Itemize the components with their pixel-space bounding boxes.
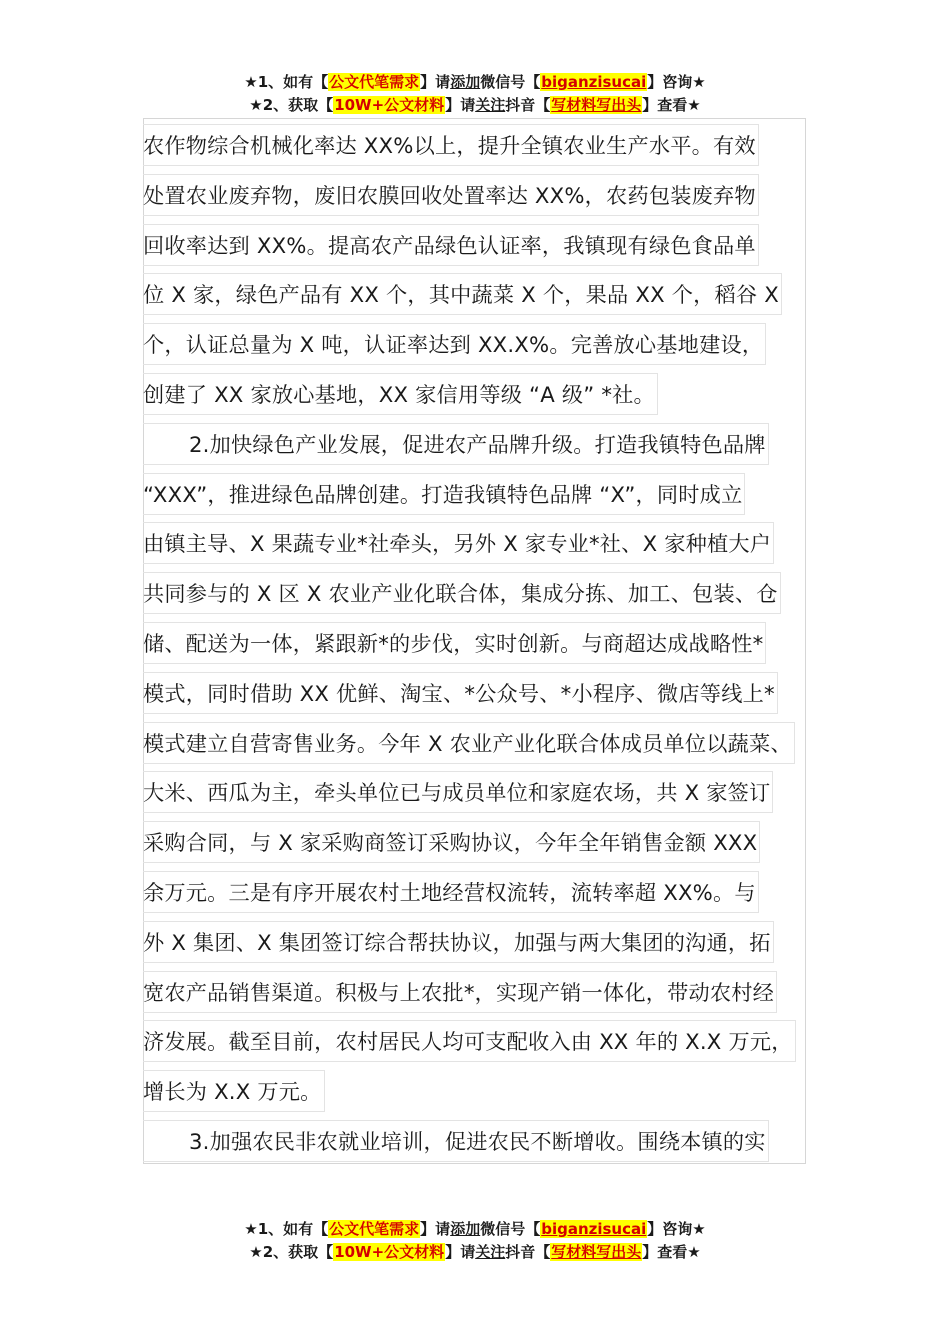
banner-text: ★1、如有【 bbox=[244, 73, 329, 91]
text-line bbox=[143, 971, 833, 1021]
banner-text: 微信号【 bbox=[480, 73, 541, 91]
text-line bbox=[143, 771, 833, 821]
text-line bbox=[143, 522, 833, 572]
banner-text: 】咨询★ bbox=[647, 73, 706, 91]
text-line-content: 外 X 集团、X 集团签订综合帮扶协议，加强与两大集团的沟通，拓 bbox=[143, 921, 774, 963]
banner-text: 】请 bbox=[445, 96, 476, 114]
banner-line-2 bbox=[0, 94, 950, 117]
text-line-content: 共同参与的 X 区 X 农业产业化联合体，集成分拣、加工、包装、仓 bbox=[143, 572, 781, 614]
text-line bbox=[143, 174, 833, 224]
banner-line-1 bbox=[0, 1218, 950, 1241]
text-line-content: 采购合同，与 X 家采购商签订采购协议，今年全年销售金额 XXX bbox=[143, 821, 760, 863]
banner-text: 抖音【 bbox=[505, 1243, 551, 1261]
banner-text: ★2、获取【 bbox=[249, 96, 334, 114]
document-body bbox=[143, 124, 833, 1170]
paragraph-start-line bbox=[143, 423, 833, 473]
banner-underlined-text: 添加 bbox=[450, 73, 481, 91]
text-line bbox=[143, 224, 833, 274]
text-line-content: 增长为 X.X 万元。 bbox=[143, 1070, 325, 1112]
text-line bbox=[143, 921, 833, 971]
banner-text: 】请 bbox=[445, 1243, 476, 1261]
banner-text: 】请 bbox=[420, 73, 451, 91]
text-line-content: 宽农产品销售渠道。积极与上农批*，实现产销一体化，带动农村经 bbox=[143, 971, 777, 1013]
banner-line-1 bbox=[0, 71, 950, 94]
text-line-content: 个，认证总量为 X 吨，认证率达到 XX.X%。完善放心基地建设， bbox=[143, 323, 766, 365]
text-line-content: 模式，同时借助 XX 优鲜、淘宝、*公众号、*小程序、微店等线上* bbox=[143, 672, 778, 714]
text-line-content: 模式建立自营寄售业务。今年 X 农业产业化联合体成员单位以蔬菜、 bbox=[143, 722, 795, 764]
footer-banner bbox=[0, 1218, 950, 1264]
text-line-content: “XXX”，推进绿色品牌创建。打造我镇特色品牌 “X”，同时成立 bbox=[143, 473, 745, 515]
banner-line-2 bbox=[0, 1241, 950, 1264]
text-line bbox=[143, 1070, 833, 1120]
text-line-content: 2.加快绿色产业发展，促进农产品牌升级。打造我镇特色品牌 bbox=[143, 423, 769, 465]
paragraph-start-line bbox=[143, 1120, 833, 1170]
text-line bbox=[143, 124, 833, 174]
text-line bbox=[143, 622, 833, 672]
text-line bbox=[143, 572, 833, 622]
text-line-content: 余万元。三是有序开展农村土地经营权流转，流转率超 XX%。与 bbox=[143, 871, 759, 913]
banner-underlined-text: 添加 bbox=[450, 1220, 481, 1238]
text-line bbox=[143, 323, 833, 373]
banner-text: 抖音【 bbox=[505, 96, 551, 114]
text-line bbox=[143, 273, 833, 323]
text-line-content: 回收率达到 XX%。提高农产品绿色认证率，我镇现有绿色食品单 bbox=[143, 224, 759, 266]
banner-text: 微信号【 bbox=[480, 1220, 541, 1238]
highlight-service: 公文代笔需求 bbox=[329, 1220, 420, 1238]
text-line-content: 济发展。截至目前，农村居民人均可支配收入由 XX 年的 X.X 万元， bbox=[143, 1020, 796, 1062]
highlight-materials: 10W+公文材料 bbox=[334, 96, 445, 114]
text-line bbox=[143, 672, 833, 722]
text-line bbox=[143, 373, 833, 423]
douyin-account-link[interactable]: 写材料写出头 bbox=[551, 1243, 642, 1261]
header-banner bbox=[0, 71, 950, 117]
banner-text: ★1、如有【 bbox=[244, 1220, 329, 1238]
wechat-id-link[interactable]: biganzisucai bbox=[541, 1220, 647, 1238]
wechat-id-link[interactable]: biganzisucai bbox=[541, 73, 647, 91]
text-line bbox=[143, 821, 833, 871]
text-line bbox=[143, 473, 833, 523]
text-line-content: 创建了 XX 家放心基地，XX 家信用等级 “A 级” *社。 bbox=[143, 373, 658, 415]
banner-text: 】咨询★ bbox=[647, 1220, 706, 1238]
highlight-service: 公文代笔需求 bbox=[329, 73, 420, 91]
banner-text: 】请 bbox=[420, 1220, 451, 1238]
text-line-content: 3.加强农民非农就业培训，促进农民不断增收。围绕本镇的实 bbox=[143, 1120, 769, 1162]
banner-underlined-text: 关注 bbox=[475, 96, 506, 114]
banner-underlined-text: 关注 bbox=[475, 1243, 506, 1261]
text-line-content: 大米、西瓜为主，牵头单位已与成员单位和家庭农场，共 X 家签订 bbox=[143, 771, 773, 813]
text-line-content: 农作物综合机械化率达 XX%以上，提升全镇农业生产水平。有效 bbox=[143, 124, 759, 166]
text-line bbox=[143, 722, 833, 772]
banner-text: ★2、获取【 bbox=[249, 1243, 334, 1261]
text-line-content: 处置农业废弃物，废旧农膜回收处置率达 XX%，农药包装废弃物 bbox=[143, 174, 759, 216]
highlight-materials: 10W+公文材料 bbox=[334, 1243, 445, 1261]
text-line-content: 由镇主导、X 果蔬专业*社牵头，另外 X 家专业*社、X 家种植大户 bbox=[143, 522, 774, 564]
banner-text: 】查看★ bbox=[642, 96, 701, 114]
banner-text: 】查看★ bbox=[642, 1243, 701, 1261]
text-line-content: 位 X 家，绿色产品有 XX 个，其中蔬菜 X 个，果品 XX 个，稻谷 X bbox=[143, 273, 782, 315]
text-line bbox=[143, 1020, 833, 1070]
text-line-content: 储、配送为一体，紧跟新*的步伐，实时创新。与商超达成战略性* bbox=[143, 622, 766, 664]
text-line bbox=[143, 871, 833, 921]
douyin-account-link[interactable]: 写材料写出头 bbox=[551, 96, 642, 114]
